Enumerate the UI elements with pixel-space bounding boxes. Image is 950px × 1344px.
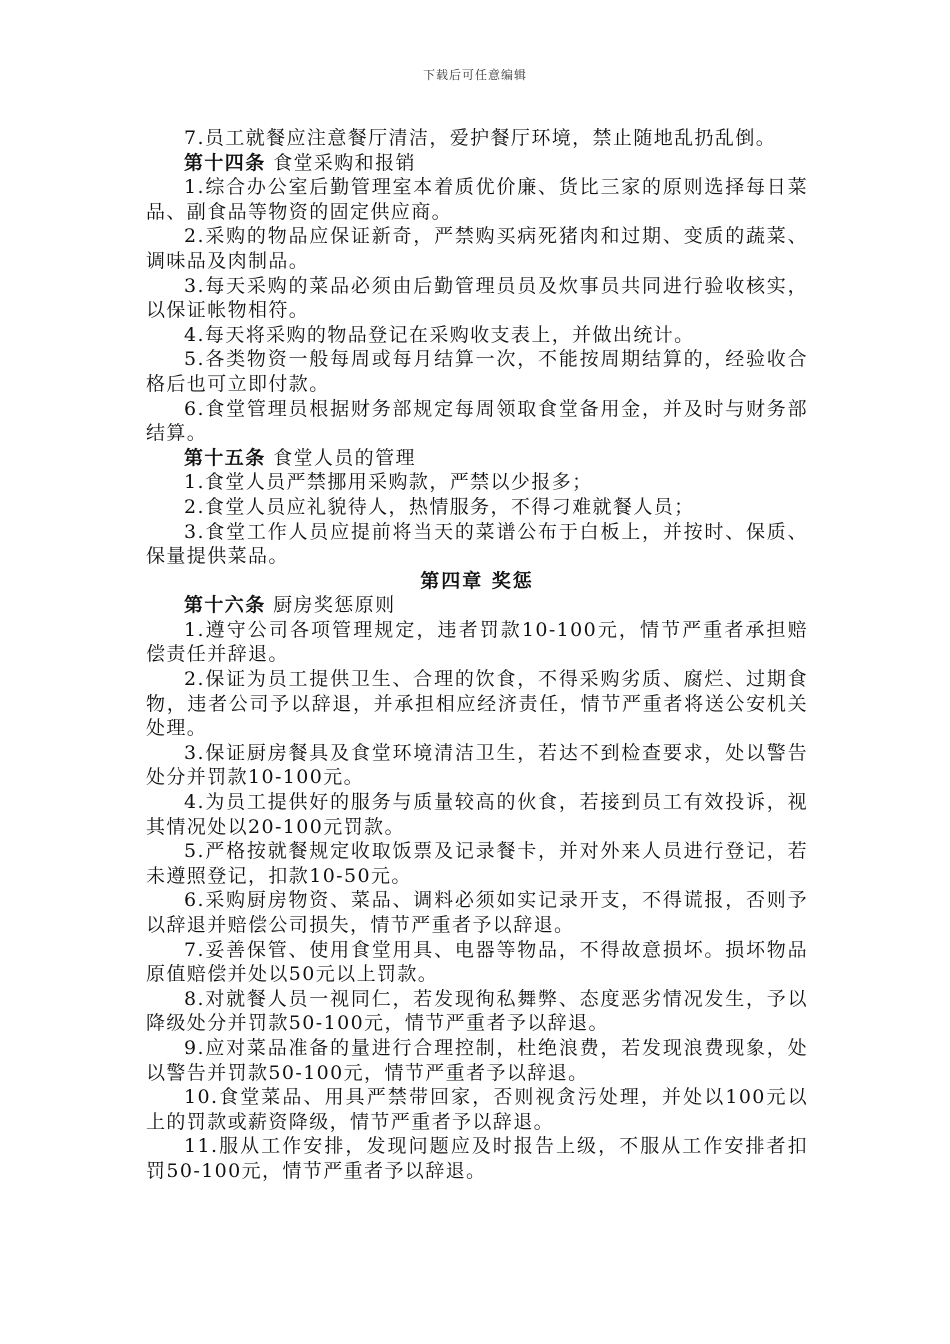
- paragraph: 2.保证为员工提供卫生、合理的饮食，不得采购劣质、腐烂、过期食物，违者公司予以辞退，并承担相应经济责任，情节严重者将送公安机关处理。: [146, 668, 808, 740]
- paragraph: 3.每天采购的菜品必须由后勤管理员员及炊事员共同进行验收核实，以保证帐物相符。: [146, 274, 808, 322]
- paragraph: 11.服从工作安排，发现问题应及时报告上级，不服从工作安排者扣罚50-100元，情节严重者予以辞退。: [146, 1135, 808, 1182]
- document-body: [146, 126, 808, 1184]
- paragraph: 9.应对菜品准备的量进行合理控制，杜绝浪费，若发现浪费现象，处以警告并罚款50-100元，情节严重者予以辞退。: [146, 1036, 808, 1084]
- article-title: 食堂采购和报销: [273, 151, 416, 174]
- article-number: 第十四条: [184, 151, 266, 174]
- paragraph: 2.采购的物品应保证新奇，严禁购买病死猪肉和过期、变质的蔬菜、调味品及肉制品。: [146, 225, 808, 272]
- paragraph: 4.为员工提供好的服务与质量较高的伙食，若接到员工有效投诉，视其情况处以20-100元罚款。: [146, 791, 808, 838]
- paragraph: 1.遵守公司各项管理规定，违者罚款10-100元，情节严重者承担赔偿责任并辞退。: [146, 618, 808, 666]
- article-heading: [146, 446, 808, 471]
- article-number: 第十六条: [184, 594, 266, 617]
- paragraph: 1.食堂人员严禁挪用采购款，严禁以少报多；: [184, 471, 593, 494]
- paragraph: 7.妥善保管、使用食堂用具、电器等物品，不得故意损坏。损坏物品原值赔偿并处以50元以上罚款。: [146, 938, 808, 986]
- article-number: 第十五条: [184, 446, 266, 469]
- paragraph: 5.各类物资一般每周或每月结算一次，不能按周期结算的，经验收合格后也可立即付款。: [146, 348, 808, 395]
- paragraph: 7.员工就餐应注意餐厅清洁，爱护餐厅环境，禁止随地乱扔乱倒。: [184, 127, 777, 149]
- paragraph: 10.食堂菜品、用具严禁带回家，否则视贪污处理，并处以100元以上的罚款或薪资降级，情节严重者予以辞退。: [146, 1086, 808, 1133]
- page-header-note: 下载后可任意编辑: [422, 68, 527, 82]
- paragraph: 6.采购厨房物资、菜品、调料必须如实记录开支，不得谎报，否则予以辞退并赔偿公司损失，情节严重者予以辞退。: [146, 889, 808, 936]
- paragraph: 6.食堂管理员根据财务部规定每周领取食堂备用金，并及时与财务部结算。: [146, 397, 808, 445]
- paragraph: 2.食堂人员应礼貌待人，热情服务，不得刁难就餐人员；: [184, 495, 695, 518]
- article-title: 食堂人员的管理: [273, 446, 416, 469]
- paragraph: 3.食堂工作人员应提前将当天的菜谱公布于白板上，并按时、保质、保量提供菜品。: [146, 520, 808, 568]
- paragraph: 1.综合办公室后勤管理室本着质优价廉、货比三家的原则选择每日菜品、副食品等物资的固定供应商。: [146, 176, 808, 223]
- article-heading: [146, 151, 808, 176]
- chapter-heading: 第四章 奖惩: [420, 569, 534, 592]
- paragraph: 4.每天将采购的物品登记在采购收支表上，并做出统计。: [184, 323, 695, 346]
- article-title: 厨房奖惩原则: [273, 594, 396, 617]
- paragraph: 5.严格按就餐规定收取饭票及记录餐卡，并对外来人员进行登记，若未遵照登记，扣款10-50元。: [146, 840, 808, 887]
- paragraph: 8.对就餐人员一视同仁，若发现徇私舞弊、态度恶劣情况发生，予以降级处分并罚款50-100元，情节严重者予以辞退。: [146, 987, 808, 1035]
- paragraph: 3.保证厨房餐具及食堂环境清洁卫生，若达不到检查要求，处以警告处分并罚款10-100元。: [146, 741, 808, 789]
- article-heading: [146, 593, 808, 618]
